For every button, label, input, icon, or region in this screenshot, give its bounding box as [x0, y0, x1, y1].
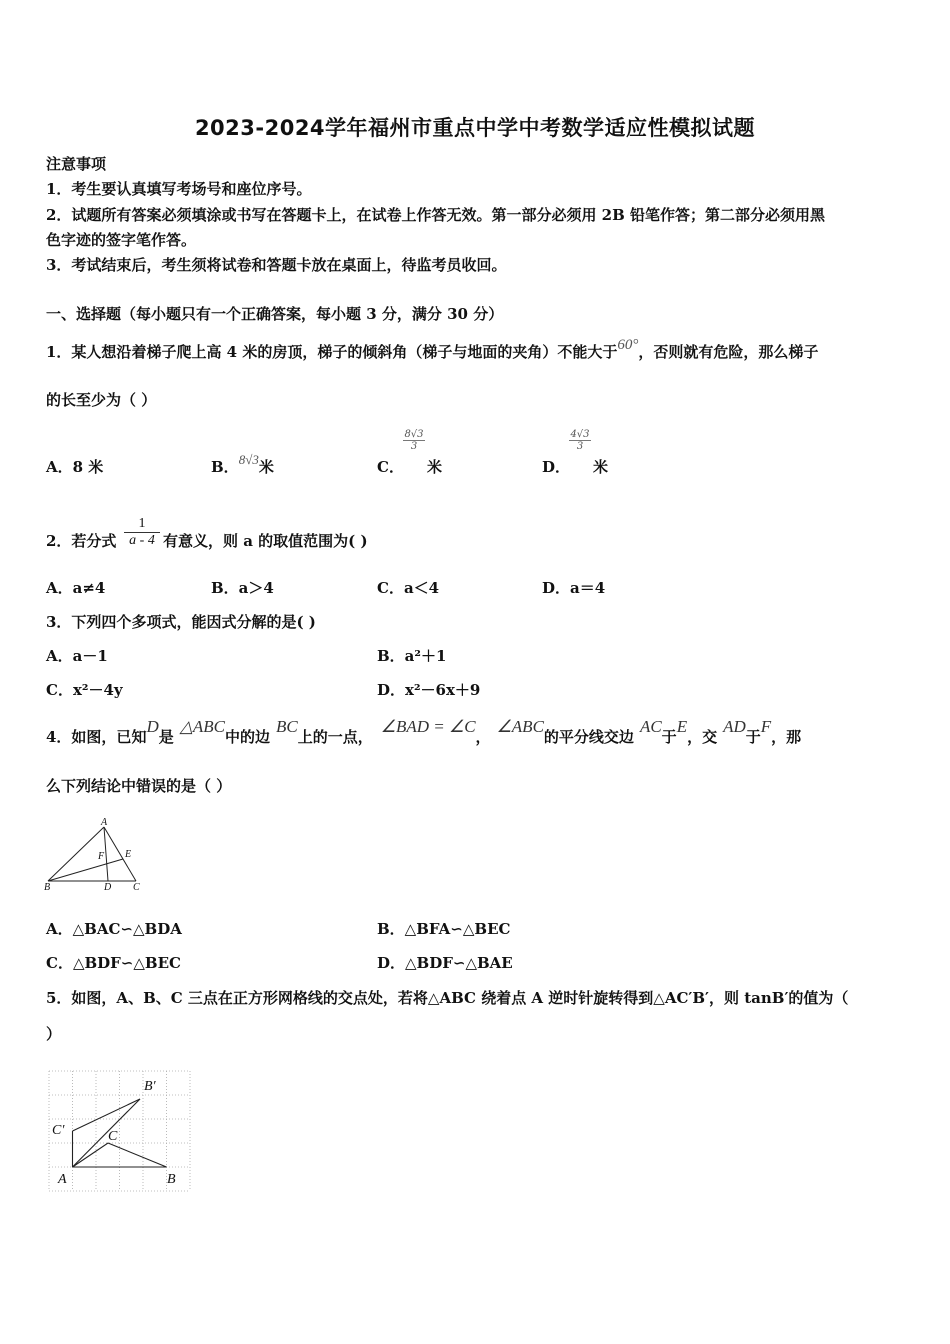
label-c-prime: C′	[52, 1123, 65, 1138]
q1-option-d-unit: 米	[593, 458, 609, 476]
q3-option-c: C．x²－4y	[46, 681, 123, 699]
segment-a-c	[73, 1143, 109, 1167]
q4-p5: ，	[475, 728, 491, 746]
label-a: A	[101, 817, 108, 828]
q3-option-b: B．a²＋1	[377, 647, 447, 665]
segment-c-b	[108, 1143, 167, 1167]
q5-text-line1: 5．如图，A、B、C 三点在正方形网格线的交点处，若将△ABC 绕着点 A 逆时针旋转得到△AC′B′，则 tanB′的值为（	[46, 989, 849, 1007]
q4-math-bc: BC	[275, 717, 298, 736]
label-b: B	[167, 1172, 176, 1187]
label-c: C	[108, 1129, 118, 1144]
q4-p4: 上的一点，	[297, 728, 373, 746]
q4-math-ac: AC	[639, 717, 662, 736]
q1-option-d-den: 3	[576, 441, 584, 452]
q4-option-d: D．△BDF∽△BAE	[377, 954, 513, 972]
label-b-prime: B′	[144, 1079, 156, 1094]
section-heading: 一、选择题（每小题只有一个正确答案，每小题 3 分，满分 30 分）	[46, 305, 504, 323]
label-d: D	[104, 882, 112, 893]
q2-fraction-den: a - 4	[129, 533, 155, 548]
q1-option-d-num: 4√3	[570, 429, 590, 440]
q1-text-c: 的长至少为（ ）	[46, 391, 157, 409]
q2-option-a: A．a≠4	[46, 579, 106, 597]
q3-text: 3．下列四个多项式，能因式分解的是( )	[46, 613, 316, 631]
q2-option-d: D．a＝4	[542, 579, 606, 597]
notice-item-2: 2．试题所有答案必须填涂或书写在答题卡上，在试卷上作答无效。第一部分必须用 2B 铅笔作答；第二部分必须用黑	[46, 206, 826, 224]
q2-option-b: B．a＞4	[211, 579, 274, 597]
segment-a-bprime	[73, 1099, 141, 1167]
q4-p9: 于	[745, 728, 761, 746]
q1-option-c-num: 8√3	[404, 429, 424, 440]
q4-triangle-figure	[40, 814, 150, 896]
q4-option-b: B．△BFA∽△BEC	[377, 920, 511, 938]
q4-math-ad: AD	[723, 717, 746, 736]
q2-fraction	[124, 516, 160, 549]
q4-option-c: C．△BDF∽△BEC	[46, 954, 181, 972]
q1-text	[46, 337, 819, 362]
label-b: B	[44, 882, 51, 893]
q3-option-d: D．x²－6x＋9	[377, 681, 481, 699]
q2-option-c: C．a＜4	[377, 579, 440, 597]
q1-option-c-label: C．	[377, 458, 404, 476]
q4-p1: 4．如图，已知	[46, 728, 147, 746]
segment-cprime-bprime	[73, 1099, 141, 1131]
q1-option-d-label: D．	[542, 458, 571, 476]
q5-text-line2: ）	[46, 1025, 62, 1043]
q1-option-c-fraction	[403, 429, 425, 452]
notice-item-3: 3．考试结束后，考生须将试卷和答题卡放在桌面上，待监考员收回。	[46, 256, 507, 274]
q4-p3: 中的边	[224, 728, 270, 746]
q4-p2: 是	[158, 728, 174, 746]
q1-angle: 60°	[617, 337, 639, 353]
q1-text-a: 1．某人想沿着梯子爬上高 4 米的房顶，梯子的倾斜角（梯子与地面的夹角）不能大于	[46, 343, 618, 361]
q1-option-c-den: 3	[410, 441, 418, 452]
q3-option-a: A．a－1	[46, 647, 108, 665]
q1-option-d-fraction	[569, 429, 591, 452]
q4-text-line2: 么下列结论中错误的是（ ）	[46, 777, 232, 795]
q4-math-f: F	[760, 717, 772, 736]
label-e: E	[125, 849, 132, 860]
q4-option-a: A．△BAC∽△BDA	[46, 920, 182, 938]
label-f: F	[98, 851, 105, 862]
q1-option-b-unit: 米	[258, 458, 274, 476]
segment-ad	[104, 827, 108, 881]
q1-text-b: ，否则就有危险，那么梯子	[638, 343, 819, 361]
q1-option-c-unit: 米	[427, 458, 443, 476]
q2-text-a: 2．若分式	[46, 532, 117, 550]
q4-math-abc: ∠ABC	[496, 717, 544, 736]
q1-option-b-label: B．	[211, 458, 239, 476]
q4-p10: ，那	[771, 728, 802, 746]
q4-math-triangle: △ABC	[179, 717, 225, 736]
q4-math-e: E	[676, 717, 688, 736]
q4-p8: ，交	[687, 728, 718, 746]
q4-p7: 于	[661, 728, 677, 746]
label-c: C	[133, 882, 140, 893]
label-a: A	[58, 1172, 67, 1187]
notice-item-2-cont: 色字迹的签字笔作答。	[46, 231, 197, 249]
q5-grid-figure	[46, 1068, 194, 1194]
q4-text-line	[46, 717, 802, 747]
q4-math-angle-eq: ∠BAD = ∠C	[380, 717, 476, 736]
segment-ac	[104, 827, 136, 881]
notice-heading: 注意事项	[46, 155, 107, 173]
q4-math-d: D	[146, 717, 159, 736]
q2-fraction-num: 1	[124, 516, 160, 533]
q1-option-b	[211, 452, 274, 477]
q4-p6: 的平分线交边	[543, 728, 634, 746]
notice-item-1: 1．考生要认真填写考场号和座位序号。	[46, 180, 312, 198]
page-title: 2023-2024学年福州市重点中学中考数学适应性模拟试题	[194, 116, 756, 140]
q1-option-a: A．8 米	[46, 458, 104, 476]
q1-option-b-math: 8√3	[238, 452, 259, 467]
q2-text-b: 有意义，则 a 的取值范围为( )	[163, 532, 368, 550]
